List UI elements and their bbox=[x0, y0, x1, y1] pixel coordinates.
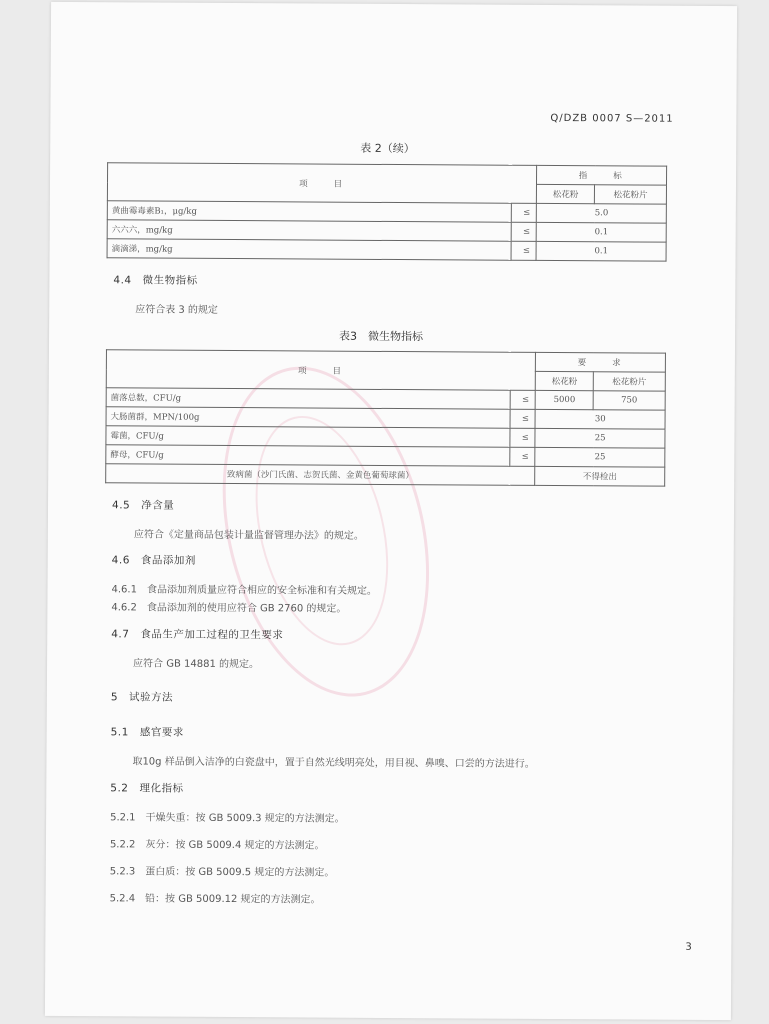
table2-cell-op: ≤ bbox=[511, 241, 536, 260]
table3-cell-value: 30 bbox=[535, 409, 665, 429]
table3-header-req: 要 求 bbox=[536, 352, 666, 372]
table2-cell-op: ≤ bbox=[512, 203, 537, 222]
page-number: 3 bbox=[685, 941, 692, 953]
section-5-1-text: 取10g 样品倒入洁净的白瓷盘中，置于自然光线明亮处，用目视、鼻嗅、口尝的方法进行。 bbox=[132, 756, 535, 770]
table3 bbox=[105, 349, 666, 486]
table2-cell-item: 滴滴涕，mg/kg bbox=[107, 239, 512, 260]
table3-header-item: 项 目 bbox=[106, 350, 536, 391]
table3-cell-value: 25 bbox=[535, 447, 665, 467]
table3-cell-op: ≤ bbox=[510, 447, 535, 466]
table2-cell-item: 六六六，mg/kg bbox=[107, 220, 512, 241]
table2-caption: 表 2（续） bbox=[360, 141, 415, 156]
table3-cell-value: 不得检出 bbox=[535, 466, 665, 486]
table3-cell-op: ≤ bbox=[510, 409, 535, 428]
section-5-2-1: 5.2.1 干燥失重：按 GB 5009.3 规定的方法测定。 bbox=[110, 812, 345, 825]
table3-cell-a: 5000 bbox=[536, 390, 594, 409]
table3-header-a: 松花粉 bbox=[536, 371, 594, 390]
table3-cell-value: 25 bbox=[535, 428, 665, 448]
section-4-6-heading: 4.6 食品添加剂 bbox=[111, 554, 196, 567]
table3-caption: 表3 微生物指标 bbox=[339, 329, 424, 344]
section-4-6-2: 4.6.2 食品添加剂的使用应符合 GB 2760 的规定。 bbox=[111, 602, 347, 615]
table2-cell-item: 黄曲霉毒素B₁，μg/kg bbox=[107, 201, 512, 222]
section-5-2-3: 5.2.3 蛋白质：按 GB 5009.5 规定的方法测定。 bbox=[109, 866, 335, 879]
table3-cell-item: 霉菌，CFU/g bbox=[106, 426, 511, 447]
table2-header-a: 松花粉 bbox=[537, 184, 595, 203]
section-5-1-heading: 5.1 感官要求 bbox=[110, 726, 184, 739]
table-row bbox=[106, 464, 665, 486]
section-5-2-2: 5.2.2 灰分：按 GB 5009.4 规定的方法测定。 bbox=[109, 839, 325, 852]
table2-header-item: 项 目 bbox=[107, 163, 537, 204]
section-4-4-text: 应符合表 3 的规定 bbox=[135, 304, 218, 316]
table3-cell-item: 菌落总数，CFU/g bbox=[106, 388, 511, 409]
section-4-7-text: 应符合 GB 14881 的规定。 bbox=[133, 658, 260, 671]
table3-cell-op: ≤ bbox=[510, 428, 535, 447]
table3-cell-item: 酵母，CFU/g bbox=[106, 445, 511, 466]
table2 bbox=[107, 162, 668, 261]
table2-header-indicator: 指 标 bbox=[537, 165, 667, 185]
section-5-heading: 5 试验方法 bbox=[110, 691, 174, 704]
table2-header-b: 松花粉片 bbox=[594, 185, 666, 204]
table3-cell-item: 致病菌（沙门氏菌、志贺氏菌、金黄色葡萄球菌） bbox=[106, 464, 536, 486]
section-4-5-text: 应符合《定量商品包装计量监督管理办法》的规定。 bbox=[133, 529, 364, 542]
section-4-4-heading: 4.4 微生物指标 bbox=[113, 274, 198, 287]
section-4-7-heading: 4.7 食品生产加工过程的卫生要求 bbox=[111, 628, 284, 642]
table-row bbox=[107, 239, 666, 261]
table3-cell-op: ≤ bbox=[511, 390, 536, 409]
table2-cell-op: ≤ bbox=[512, 222, 537, 241]
table3-header-b: 松花粉片 bbox=[593, 372, 665, 391]
section-5-2-heading: 5.2 理化指标 bbox=[110, 782, 184, 795]
document-code: Q/DZB 0007 S—2011 bbox=[550, 112, 674, 125]
table2-cell-value: 0.1 bbox=[537, 222, 667, 242]
section-4-6-1: 4.6.1 食品添加剂质量应符合相应的安全标准和有关规定。 bbox=[111, 584, 377, 597]
table3-cell-b: 750 bbox=[593, 391, 665, 410]
table3-cell-item: 大肠菌群，MPN/100g bbox=[106, 407, 511, 428]
section-5-2-4: 5.2.4 铅：按 GB 5009.12 规定的方法测定。 bbox=[109, 893, 321, 906]
section-4-5-heading: 4.5 净含量 bbox=[111, 499, 175, 512]
table2-cell-value: 0.1 bbox=[536, 241, 666, 261]
document-page bbox=[45, 2, 737, 1020]
table2-cell-value: 5.0 bbox=[537, 203, 667, 223]
